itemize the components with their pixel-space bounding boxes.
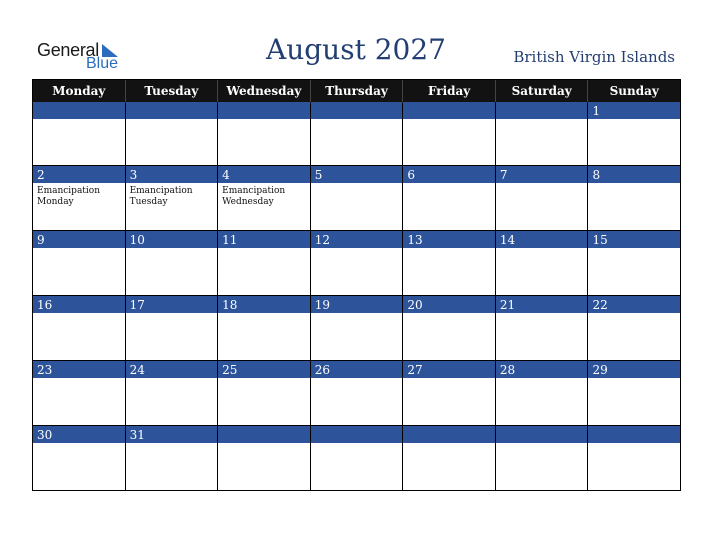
day-cell bbox=[126, 296, 219, 360]
weekday-label: Monday bbox=[33, 80, 126, 102]
day-cell bbox=[311, 426, 404, 490]
day-number: 16 bbox=[37, 298, 53, 312]
day-number: 14 bbox=[499, 233, 516, 247]
day-cell bbox=[403, 102, 496, 165]
day-number: 7 bbox=[499, 168, 508, 182]
day-cell bbox=[496, 426, 589, 490]
day-number-bar bbox=[218, 102, 310, 120]
page-title: August 2027 bbox=[266, 33, 446, 66]
day-cell bbox=[218, 296, 311, 360]
day-cell bbox=[311, 231, 404, 295]
day-cell bbox=[126, 426, 219, 490]
day-number: 17 bbox=[129, 298, 145, 312]
day-number: 11 bbox=[222, 233, 238, 247]
day-number: 30 bbox=[37, 428, 53, 442]
holiday-label: Emancipation Tuesday bbox=[129, 186, 193, 207]
day-cell bbox=[218, 231, 311, 295]
day-cell bbox=[311, 361, 404, 425]
day-number-bar bbox=[403, 426, 495, 444]
day-number: 21 bbox=[499, 298, 516, 312]
day-cell bbox=[311, 102, 404, 165]
day-cell bbox=[403, 231, 496, 295]
day-number-bar bbox=[126, 102, 218, 120]
day-cell bbox=[403, 426, 496, 490]
day-cell bbox=[33, 102, 126, 165]
day-cell bbox=[218, 426, 311, 490]
day-cell bbox=[126, 231, 219, 295]
day-cell bbox=[496, 166, 589, 230]
day-number: 8 bbox=[592, 168, 601, 182]
day-number-bar bbox=[403, 166, 495, 184]
day-number-bar bbox=[33, 102, 125, 120]
region-label: British Virgin Islands bbox=[513, 48, 675, 66]
day-cell bbox=[403, 166, 496, 230]
day-number: 4 bbox=[222, 168, 230, 182]
day-number-bar bbox=[126, 166, 218, 184]
holiday-label: Emancipation Monday bbox=[37, 186, 101, 207]
day-cell bbox=[588, 166, 681, 230]
day-number-bar bbox=[588, 102, 680, 120]
weekday-label: Friday bbox=[403, 80, 496, 102]
day-number: 10 bbox=[129, 233, 145, 247]
day-cell bbox=[588, 296, 681, 360]
day-cell bbox=[33, 361, 126, 425]
week-row bbox=[33, 296, 681, 361]
week-row bbox=[33, 231, 681, 296]
day-number: 23 bbox=[37, 363, 53, 377]
weeks-container bbox=[33, 102, 681, 491]
day-number-bar bbox=[588, 166, 680, 184]
day-number-bar bbox=[218, 426, 310, 444]
day-cell bbox=[33, 426, 126, 490]
day-cell bbox=[496, 102, 589, 165]
weekday-header bbox=[33, 80, 681, 102]
day-number-bar bbox=[311, 166, 403, 184]
day-cell bbox=[588, 426, 681, 490]
holiday-label: Emancipation Wednesday bbox=[222, 186, 286, 207]
day-number: 2 bbox=[37, 168, 45, 182]
day-cell bbox=[33, 296, 126, 360]
logo-text-blue: Blue bbox=[86, 55, 119, 72]
day-number: 27 bbox=[407, 363, 423, 377]
week-row bbox=[33, 426, 681, 491]
day-cell bbox=[588, 102, 681, 165]
day-number-bar bbox=[311, 426, 403, 444]
day-cell bbox=[33, 231, 126, 295]
day-cell bbox=[588, 361, 681, 425]
day-cell bbox=[126, 361, 219, 425]
day-number-bar bbox=[496, 102, 588, 120]
day-number: 22 bbox=[592, 298, 608, 312]
day-cell bbox=[126, 166, 219, 230]
day-cell bbox=[218, 166, 311, 230]
weekday-label: Wednesday bbox=[218, 80, 311, 102]
week-row bbox=[33, 166, 681, 231]
day-cell bbox=[218, 361, 311, 425]
day-number-bar bbox=[33, 231, 125, 249]
day-number: 19 bbox=[314, 298, 331, 312]
day-number-bar bbox=[496, 166, 588, 184]
day-number: 31 bbox=[129, 428, 145, 442]
day-number-bar bbox=[218, 166, 310, 184]
day-cell bbox=[588, 231, 681, 295]
calendar-grid bbox=[32, 79, 681, 491]
day-cell bbox=[126, 102, 219, 165]
day-number-bar bbox=[496, 426, 588, 444]
day-number: 5 bbox=[314, 168, 323, 182]
day-number: 24 bbox=[129, 363, 145, 377]
weekday-label: Sunday bbox=[588, 80, 681, 102]
day-number-bar bbox=[311, 102, 403, 120]
day-number: 28 bbox=[499, 363, 516, 377]
day-number: 15 bbox=[592, 233, 608, 247]
day-number: 9 bbox=[37, 233, 45, 247]
week-row bbox=[33, 102, 681, 166]
day-number: 29 bbox=[592, 363, 608, 377]
day-cell bbox=[403, 296, 496, 360]
weekday-label: Tuesday bbox=[126, 80, 219, 102]
day-number: 26 bbox=[314, 363, 331, 377]
day-cell bbox=[403, 361, 496, 425]
day-number-bar bbox=[403, 102, 495, 120]
day-number: 20 bbox=[407, 298, 423, 312]
day-cell bbox=[218, 102, 311, 165]
day-cell bbox=[496, 361, 589, 425]
day-cell bbox=[311, 166, 404, 230]
day-cell bbox=[496, 296, 589, 360]
day-cell bbox=[33, 166, 126, 230]
day-number: 13 bbox=[407, 233, 423, 247]
weekday-label: Saturday bbox=[496, 80, 589, 102]
day-cell bbox=[496, 231, 589, 295]
day-number-bar bbox=[33, 166, 125, 184]
day-number: 18 bbox=[222, 298, 238, 312]
day-number-bar bbox=[588, 426, 680, 444]
weekday-label: Thursday bbox=[311, 80, 404, 102]
day-cell bbox=[311, 296, 404, 360]
day-number: 25 bbox=[222, 363, 238, 377]
day-number: 6 bbox=[407, 168, 415, 182]
day-number: 3 bbox=[129, 168, 138, 182]
day-number: 1 bbox=[592, 104, 601, 118]
week-row bbox=[33, 361, 681, 426]
day-number: 12 bbox=[314, 233, 331, 247]
logo-text-general: General bbox=[37, 40, 99, 60]
